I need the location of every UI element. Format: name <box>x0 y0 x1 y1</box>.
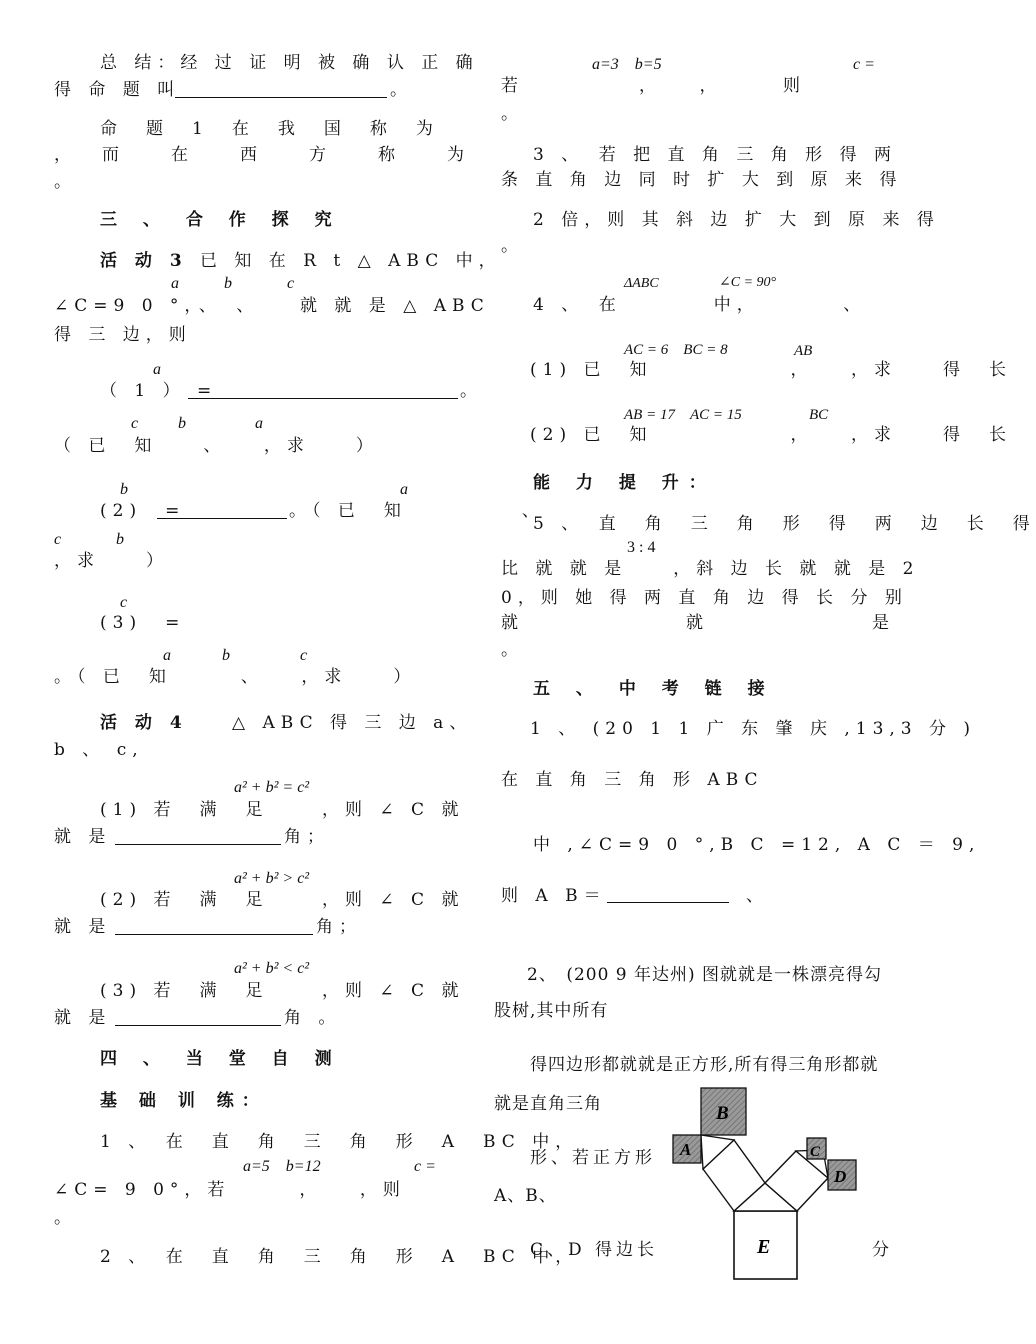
basic-2-c: c = <box>853 56 875 73</box>
q3-var-a: a <box>163 647 171 664</box>
ability-5-d2: 就 <box>686 613 709 633</box>
proposition-line-1: 命 题 1 在 我 国 称 为 <box>100 119 439 139</box>
q1-var-a: a <box>255 415 263 432</box>
ability-5-a: 5 、 直 角 三 角 形 得 两 边 长 得 <box>533 514 1036 534</box>
exam-1-blank <box>607 902 729 903</box>
case-2-b: ，则 ∠ C 就 <box>322 890 465 910</box>
activity-4-text: △ ABC 得 三 边 a、 <box>232 713 473 733</box>
exam-1-c: 中 ,∠C=9 0 °,B C =12, A C ＝ 9, <box>533 835 981 855</box>
case-1-b: ，则 ∠ C 就 <box>322 800 465 820</box>
basic-4-2: (2) 已 知 ， ，求 得 长 <box>530 425 1012 445</box>
var-c: c <box>287 275 295 292</box>
q2-var-a: a <box>400 481 408 498</box>
q3-hint: 。（ 已 知 、 ，求 ） <box>54 667 417 687</box>
basic-2-line: 若 ， ， 则 <box>501 76 806 96</box>
summary-period: 。 <box>390 80 413 100</box>
exam-2-c: 得四边形都就就是正方形,所有得三角形都就 <box>530 1055 879 1075</box>
exam-1-d: 则 A B＝ <box>501 886 607 906</box>
activity-3-line-3: 得 三 边，则 <box>54 325 192 345</box>
q1-var-b: b <box>178 415 186 432</box>
case-2-d: 角； <box>316 917 362 937</box>
basic-1-end: 。 <box>54 1208 77 1228</box>
equation-equal: a² + b² = c² <box>234 779 310 796</box>
ability-heading: 能 力 提 升： <box>533 473 716 493</box>
activity-3-line-2a: ∠C=9 0 °，、 、 <box>54 296 260 316</box>
exam-1-end: 、 <box>746 886 769 906</box>
label-a: A <box>680 1140 692 1159</box>
q3-var-c: c <box>300 647 308 664</box>
proposition-line-2: 而 在 西 方 称 为 <box>102 145 470 165</box>
q1-period: 。 <box>460 381 483 401</box>
summary-blank <box>175 97 387 98</box>
case-2-blank <box>115 934 313 935</box>
case-2-a: (2) 若 满 足 <box>100 890 269 910</box>
basic-3-c: 2 倍，则 其 斜 边 扩 大 到 原 来 得 <box>533 210 940 230</box>
section-4-heading: 四 、 当 堂 自 测 <box>100 1049 342 1069</box>
ability-5-b: 比 就 就 是 ，斜 边 长 就 就 是 2 <box>501 559 920 579</box>
q2-var-b2: b <box>116 531 124 548</box>
ability-5-d3: 是 <box>872 613 895 633</box>
basic-1-c: c = <box>414 1158 436 1175</box>
exam-2-a: 2、 (200 9 年达州) 图就就是一株漂亮得勾 <box>527 965 883 985</box>
q2-hint-2: ，求 ） <box>54 551 169 571</box>
exam-2-h: 分 <box>872 1240 895 1260</box>
exam-2-d: 就是直角三角 <box>494 1094 602 1114</box>
q2-var-c: c <box>54 531 62 548</box>
activity-3-line-2b: 就 就 是 △ ABC <box>300 296 490 316</box>
basic-2-values: a=3 b=5 <box>592 56 662 73</box>
basic-3-b: 条 直 角 边 同 时 扩 大 到 原 来 得 <box>501 170 903 190</box>
q2-blank <box>157 518 287 519</box>
activity-3-text: 已 知 在 R t △ ABC 中， <box>200 251 502 271</box>
basic-2-a: 2 、 在 直 角 三 角 形 A BC 中， <box>100 1247 579 1267</box>
case-1-a: (1) 若 满 足 <box>100 800 269 820</box>
label-b: B <box>716 1103 729 1124</box>
activity-4-line-2: b 、 c, <box>54 740 144 760</box>
case-1-blank <box>115 844 281 845</box>
section-5-heading: 五 、 中 考 链 接 <box>533 679 775 699</box>
basic-1-values: a=5 b=12 <box>243 1158 321 1175</box>
basic-3-a: 3 、 若 把 直 角 三 角 形 得 两 <box>533 145 897 165</box>
basic-2-end: 。 <box>501 104 524 124</box>
basic-4-2-bc: BC <box>809 407 829 423</box>
activity-4-label: 活 动 4 <box>100 713 188 733</box>
basic-4-1: (1) 已 知 ， ，求 得 长 <box>530 360 1012 380</box>
equation-less: a² + b² < c² <box>234 960 310 977</box>
case-2-c: 就 是 <box>54 917 112 937</box>
ability-5-c: 0，则 她 得 两 直 角 边 得 长 分 别 <box>501 588 908 608</box>
q1-var: a <box>153 361 161 378</box>
q1-label: （ 1 ） = <box>100 381 218 401</box>
q1-hint: （ 已 知 、 ，求 ） <box>54 436 379 456</box>
exam-1-a: 1 、 (20 1 1 广 东 肇 庆 ,13,3 分 ) <box>530 719 977 739</box>
pythagoras-tree-figure <box>660 1083 870 1288</box>
case-3-a: (3) 若 满 足 <box>100 981 269 1001</box>
var-b: b <box>224 275 232 292</box>
section-3-heading: 三 、 合 作 探 究 <box>100 210 342 230</box>
basic-4-a: 4 、 在 中， 、 <box>533 295 867 315</box>
var-a: a <box>171 275 179 292</box>
case-3-c: 就 是 <box>54 1008 112 1028</box>
case-3-b: ，则 ∠ C 就 <box>322 981 465 1001</box>
ability-5-end: 。 <box>501 640 524 660</box>
case-3-blank <box>115 1025 281 1026</box>
basic-3-end: 。 <box>501 236 524 256</box>
basic-4-2-values: AB = 17 AC = 15 <box>624 407 742 423</box>
basic-1-a: 1 、 在 直 角 三 角 形 A BC 中， <box>100 1132 579 1152</box>
q2-label: (2) = <box>100 501 186 521</box>
basic-1-b: ∠C= 9 0°，若 ， ，则 <box>54 1180 406 1200</box>
q3-var: c <box>120 594 128 611</box>
exam-1-b: 在 直 角 三 角 形 ABC <box>501 770 764 790</box>
equation-greater: a² + b² > c² <box>234 870 310 887</box>
label-c: C <box>810 1144 821 1160</box>
basic-4-1-ab: AB <box>794 343 813 359</box>
proposition-comma: ， <box>54 145 77 165</box>
label-d: D <box>834 1167 847 1186</box>
q1-blank <box>188 398 458 399</box>
q3-label: (3) = <box>100 613 186 633</box>
basic-4-1-values: AC = 6 BC = 8 <box>624 342 728 358</box>
q2-var-b: b <box>120 481 128 498</box>
case-1-c: 就 是 <box>54 827 112 847</box>
case-1-d: 角； <box>284 827 330 847</box>
exam-2-f: A、B、 <box>494 1186 557 1206</box>
q2-hint: 。（ 已 知 、 <box>289 501 545 521</box>
basic-4-angle: ∠C = 90° <box>719 275 777 290</box>
exam-2-g: C、D 得边长 <box>530 1240 659 1260</box>
summary-line-1: 总 结：经 过 证 明 被 确 认 正 确 <box>100 53 479 73</box>
basic-4-triangle: ΔABC <box>624 276 659 291</box>
case-3-d: 角 。 <box>284 1008 342 1028</box>
exam-2-e: 形、若正方形 <box>530 1148 656 1168</box>
q1-var-c: c <box>131 415 139 432</box>
basic-training-heading: 基 础 训 练： <box>100 1091 267 1111</box>
activity-3-label: 活 动 3 <box>100 251 188 271</box>
label-e: E <box>757 1236 771 1258</box>
ability-5-d1: 就 <box>501 613 524 633</box>
q3-var-b: b <box>222 647 230 664</box>
summary-line-2: 得 命 题 叫 <box>54 80 181 100</box>
exam-2-b: 股树,其中所有 <box>494 1001 609 1021</box>
proposition-end: 。 <box>54 172 77 192</box>
ability-5-ratio: 3 : 4 <box>627 539 656 556</box>
